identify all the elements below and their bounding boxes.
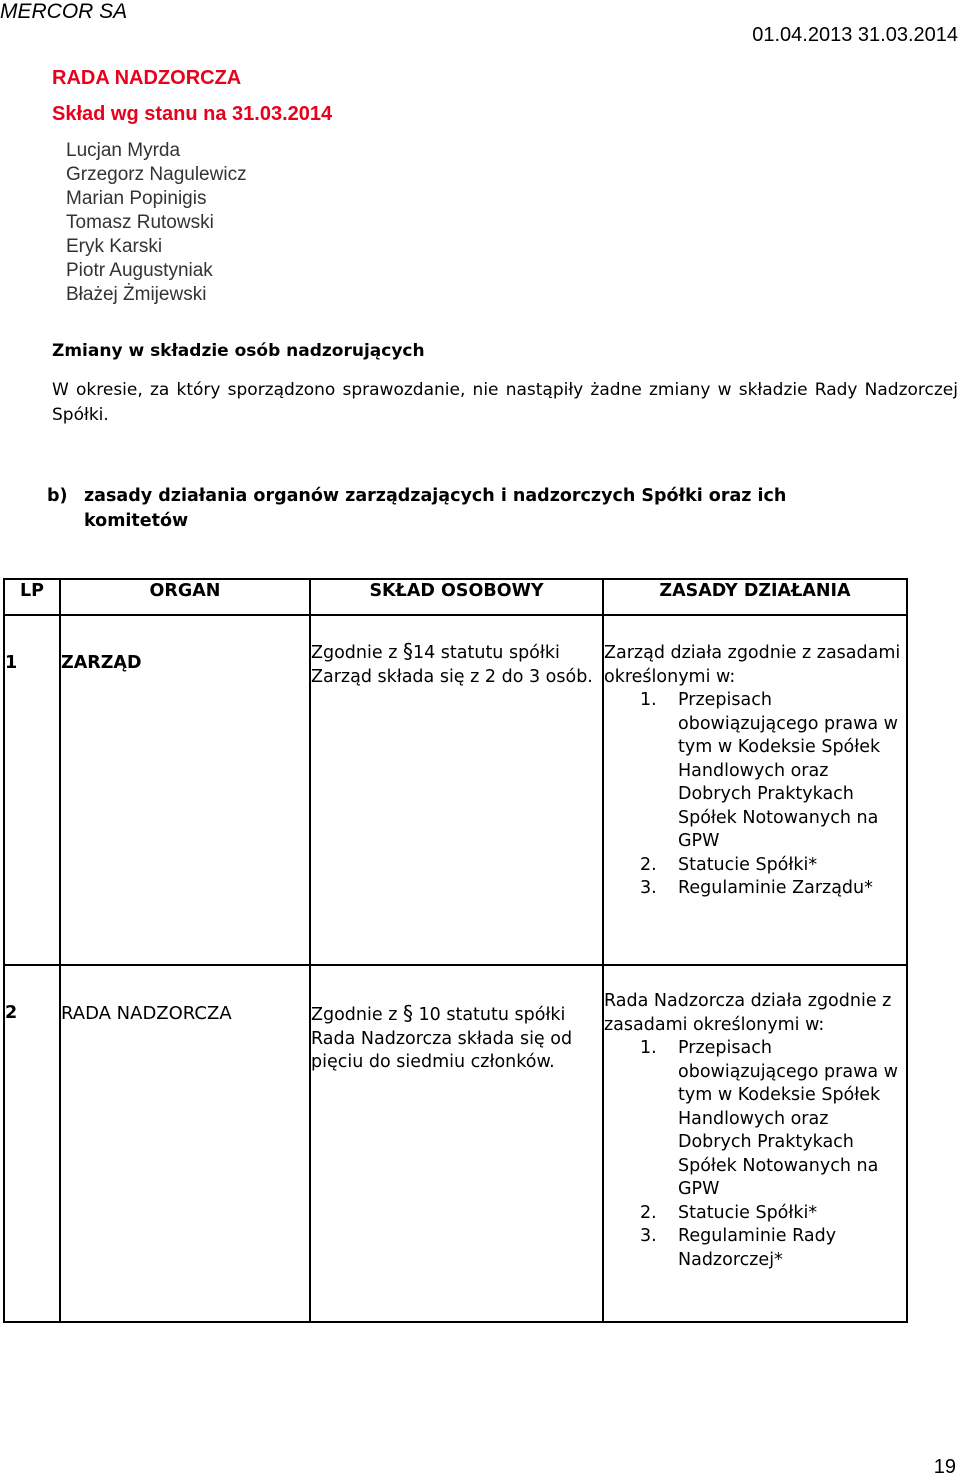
list-item (640, 1225, 906, 1272)
report-period: 01.04.2013 31.03.2014 (752, 24, 958, 46)
section-label: b) (47, 486, 68, 506)
row-lp: 2 (4, 965, 60, 1322)
board-title: RADA NADZORCZA (52, 67, 242, 89)
section-title-line2: komitetów (84, 511, 189, 531)
table-header-row (4, 579, 907, 615)
board-member: Tomasz Rutowski (66, 212, 214, 233)
column-header-sklad: SKŁAD OSOBOWY (310, 579, 603, 615)
board-member: Grzegorz Nagulewicz (66, 164, 247, 185)
list-number: 1. (640, 690, 657, 710)
list-item (640, 689, 906, 854)
paragraph-sign: § (402, 1001, 413, 1025)
governance-table (3, 578, 908, 1323)
row-lp: 1 (4, 615, 60, 965)
list-number: 2. (640, 854, 657, 875)
zasady-list (604, 689, 906, 901)
row-sklad (310, 615, 603, 965)
board-members-list (66, 139, 247, 307)
board-member: Marian Popinigis (66, 188, 207, 209)
sklad-text-post: 10 statutu spółki Rada Nadzorcza składa się od pięciu do siedmiu członków. (311, 1005, 573, 1072)
zasady-intro: Rada Nadzorcza działa zgodnie z zasadami określonymi w: (604, 991, 892, 1035)
zasady-intro: Zarząd działa zgodnie z zasadami określonymi w: (604, 643, 901, 687)
column-header-lp: LP (4, 579, 60, 615)
changes-heading: Zmiany w składzie osób nadzorujących (52, 341, 425, 361)
company-name: MERCOR SA (0, 0, 128, 23)
list-number: 3. (640, 878, 657, 898)
column-header-organ: ORGAN (60, 579, 310, 615)
row-organ: ZARZĄD (60, 615, 310, 965)
row-organ: RADA NADZORCZA (60, 965, 310, 1322)
list-text: Przepisach obowiązującego prawa w tym w Kodeksie Spółek Handlowych oraz Dobrych Praktykach Spółek Notowanych na GPW (678, 690, 898, 851)
list-item (640, 1202, 906, 1226)
list-number: 2. (640, 1202, 657, 1223)
list-text: Statucie Spółki* (678, 1202, 818, 1223)
list-item (640, 1037, 906, 1202)
zasady-list (604, 1037, 906, 1272)
list-text: Statucie Spółki* (678, 854, 818, 875)
table-row (4, 965, 907, 1322)
page-number: 19 (933, 1456, 956, 1478)
list-number: 3. (640, 1226, 657, 1246)
list-text: Regulaminie Zarządu* (678, 878, 873, 898)
board-subtitle: Skład wg stanu na 31.03.2014 (52, 103, 333, 125)
list-text: Przepisach obowiązującego prawa w tym w Kodeksie Spółek Handlowych oraz Dobrych Praktykach Spółek Notowanych na GPW (678, 1038, 898, 1199)
changes-paragraph: W okresie, za który sporządzono sprawozdanie, nie nastąpiły żadne zmiany w składzie Rady Nadzorczej Spółki. (52, 380, 958, 425)
row-zasady (603, 965, 907, 1322)
list-item (640, 854, 906, 878)
table-row (4, 615, 907, 965)
paragraph-sign: § (402, 639, 413, 663)
sklad-text-pre: Zgodnie z (311, 643, 403, 663)
row-zasady (603, 615, 907, 965)
sklad-text-post: 14 statutu spółki Zarząd składa się z 2 do 3 osób. (311, 643, 593, 687)
row-sklad (310, 965, 603, 1322)
board-member: Błażej Żmijewski (66, 284, 207, 305)
list-number: 1. (640, 1038, 657, 1058)
board-member: Eryk Karski (66, 236, 163, 257)
list-text: Regulaminie Rady Nadzorczej* (678, 1226, 837, 1270)
board-member: Piotr Augustyniak (66, 260, 213, 281)
board-member: Lucjan Myrda (66, 140, 181, 161)
sklad-text-pre: Zgodnie z (311, 1005, 403, 1025)
list-item (640, 877, 906, 901)
section-title-line1: zasady działania organów zarządzających i nadzorczych Spółki oraz ich (84, 486, 787, 506)
column-header-zasady: ZASADY DZIAŁANIA (603, 579, 907, 615)
section-b-heading (47, 484, 786, 534)
